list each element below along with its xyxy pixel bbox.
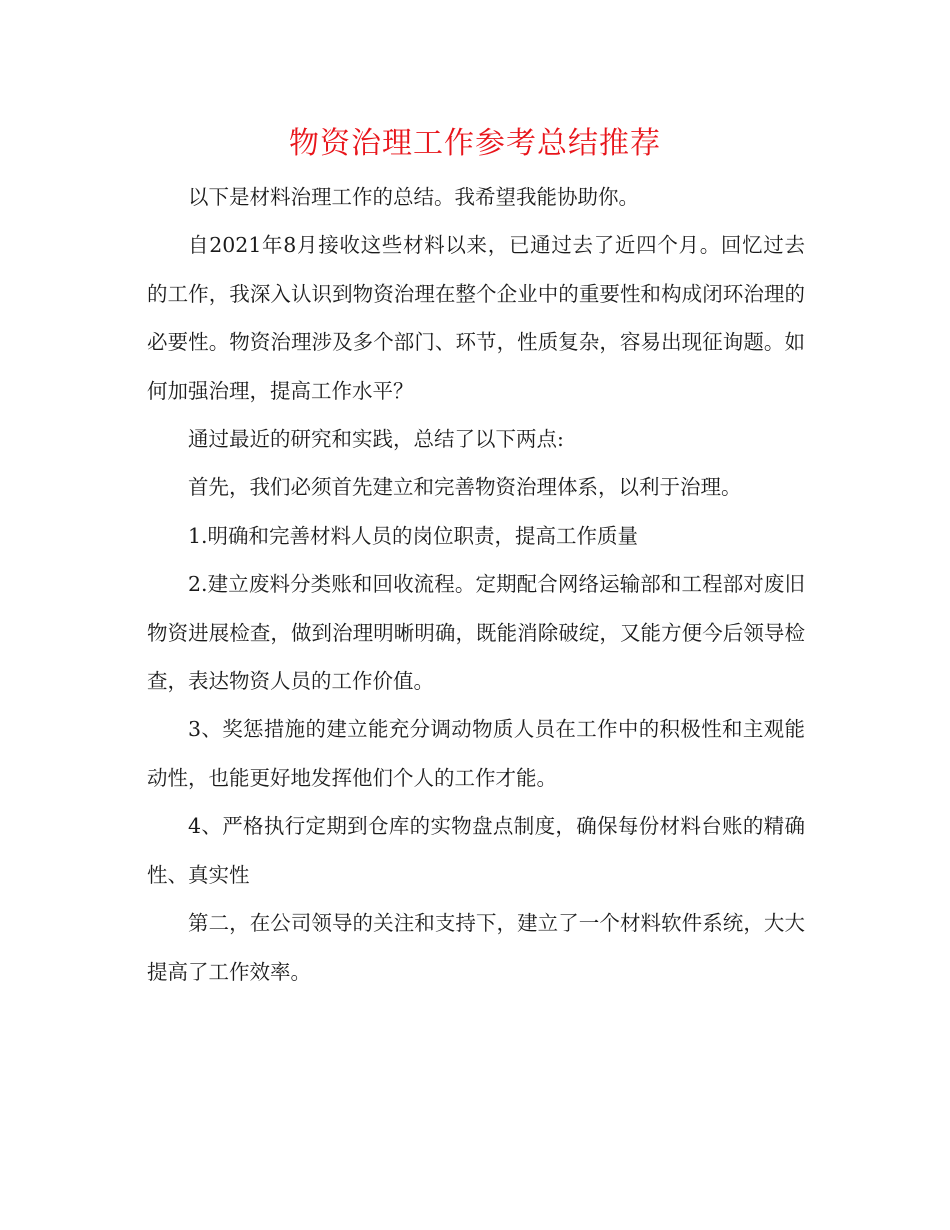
paragraph-item-3: 3、奖惩措施的建立能充分调动物质人员在工作中的积极性和主观能动性，也能更好地发挥他们个人的工作才能。 <box>147 717 805 790</box>
paragraph-second-point: 第二，在公司领导的关注和支持下，建立了一个材料软件系统，大大提高了工作效率。 <box>147 911 805 984</box>
document-body <box>147 173 805 996</box>
paragraph-intro: 以下是材料治理工作的总结。我希望我能协助你。 <box>188 185 639 209</box>
paragraph-first-point: 首先，我们必须首先建立和完善物资治理体系，以利于治理。 <box>188 475 742 500</box>
paragraph-item-1: 1.明确和完善材料人员的岗位职责，提高工作质量 <box>188 523 639 548</box>
document-title: 物资治理工作参考总结推荐 <box>289 126 661 161</box>
paragraph-item-2: 2.建立废料分类账和回收流程。定期配合网络运输部和工程部对废旧物资进展检查，做到治理明晰明确，既能消除破绽，又能方便今后领导检查，表达物资人员的工作价值。 <box>147 572 805 694</box>
paragraph-item-4: 4、严格执行定期到仓库的实物盘点制度，确保每份材料台账的精确性、真实性 <box>147 814 805 887</box>
paragraph-summary-lead: 通过最近的研究和实践，总结了以下两点: <box>188 427 564 452</box>
paragraph-background: 自2021年8月接收这些材料以来，已通过去了近四个月。回忆过去的工作，我深入认识到物资治理在整个企业中的重要性和构成闭环治理的必要性。物资治理涉及多个部门、环节，性质复杂，容易出现征询题。如何加强治理，提高工作水平？ <box>147 233 805 403</box>
